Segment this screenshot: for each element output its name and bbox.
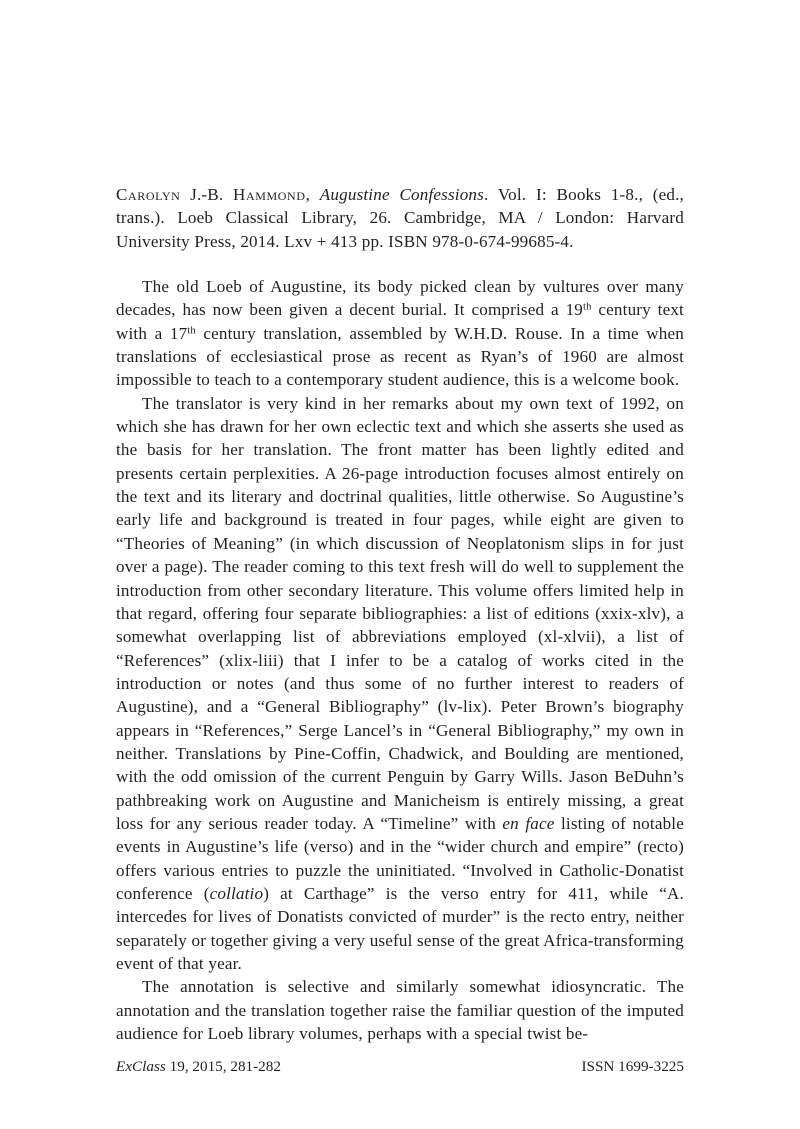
ordinal-suffix: th xyxy=(583,301,592,313)
page-content xyxy=(116,183,684,1045)
footer-citation xyxy=(116,1058,281,1076)
citation-author-last: Hammond xyxy=(233,185,306,204)
footer-journal-name: ExClass xyxy=(116,1058,166,1075)
ordinal-suffix: th xyxy=(187,325,196,337)
footer-issn: ISSN 1699-3225 xyxy=(581,1058,684,1075)
citation-separator: , xyxy=(305,185,320,204)
emphasis-text: collatio xyxy=(209,883,264,903)
citation-author-first: Carolyn xyxy=(116,185,181,204)
citation-author-initials: J.-B. xyxy=(180,185,234,204)
book-citation xyxy=(116,183,684,253)
paragraph-annotation: The annotation is selective and similarly somewhat idiosyncratic. The annotation and the translation together raise the familiar question of the imputed audience for Loeb library volumes, perhaps with a special twist be- xyxy=(116,977,684,1044)
citation-publication-details: . Vol. I: Books 1-8., (ed., trans.). Loeb Classical Library, 26. Cambridge, MA / London: Harvard University Press, 2014. Lxv + 413 pp. ISBN 978-0-674-99685-4. xyxy=(116,185,684,251)
page-footer xyxy=(116,1058,684,1076)
citation-work-title: Augustine Confessions xyxy=(319,185,484,204)
paragraph-translator: The translator is very kind in her remarks about my own text of 1992, on which she has drawn for her own eclectic text and which she asserts she used as the basis for her translation. The front matter has been lightly edited and presents certain perplexities. A 26-page introduction focuses almost entirely on the text and its literary and doctrinal qualities, little otherwise. So Augustine’s early life and background is treated in four pages, while eight are given to “Theories of Meaning” (in which discussion of Neoplatonism slips in for just over a page). The reader coming to this text fresh will do well to supplement the introduction from other secondary literature. This volume offers limited help in that regard, offering four separate bibliographies: a list of editions (xxix-xlv), a somewhat overlapping list of abbreviations employed (xl-xlvii), a list of “References” (xlix-liii) that I infer to be a catalog of works cited in the introduction or notes (and thus some of no further interest to readers of Augustine), and a “General Bibliography” (lv-lix). Peter Brown’s biography appears in “References,” Serge Lancel’s in “General Bibliography,” my own in neither. Translations by Pine-Coffin, Chadwick, and Boulding are mentioned, with the odd omission of the current Penguin by Garry Wills. Jason BeDuhn’s pathbreaking work on Augustine and Manicheism is entirely missing, a great loss for any serious reader today. A “Timeline” with en face listing of notable events in Augustine’s life (verso) and in the “wider church and empire” (recto) offers various entries to puzzle the uninitiated. “Involved in Catholic-Donatist conference (collatio) at Carthage” is the verso entry for 411, while “A. intercedes for lives of Donatists convicted of murder” is the recto entry, neither separately or together giving a very useful sense of the great Africa-transforming event of that year. xyxy=(116,393,684,973)
emphasis-text: en face xyxy=(502,813,555,833)
paragraph-old-loeb: The old Loeb of Augustine, its body picked clean by vultures over many decades, has now been given a decent burial. It comprised a 19th century text with a 17th century translation, assembled by W.H.D. Rouse. In a time when translations of ecclesiastical prose as recent as Ryan’s of 1960 are almost impossible to teach to a contemporary student audience, this is a welcome book. xyxy=(116,277,684,390)
footer-issue-info: 19, 2015, 281-282 xyxy=(165,1058,281,1075)
